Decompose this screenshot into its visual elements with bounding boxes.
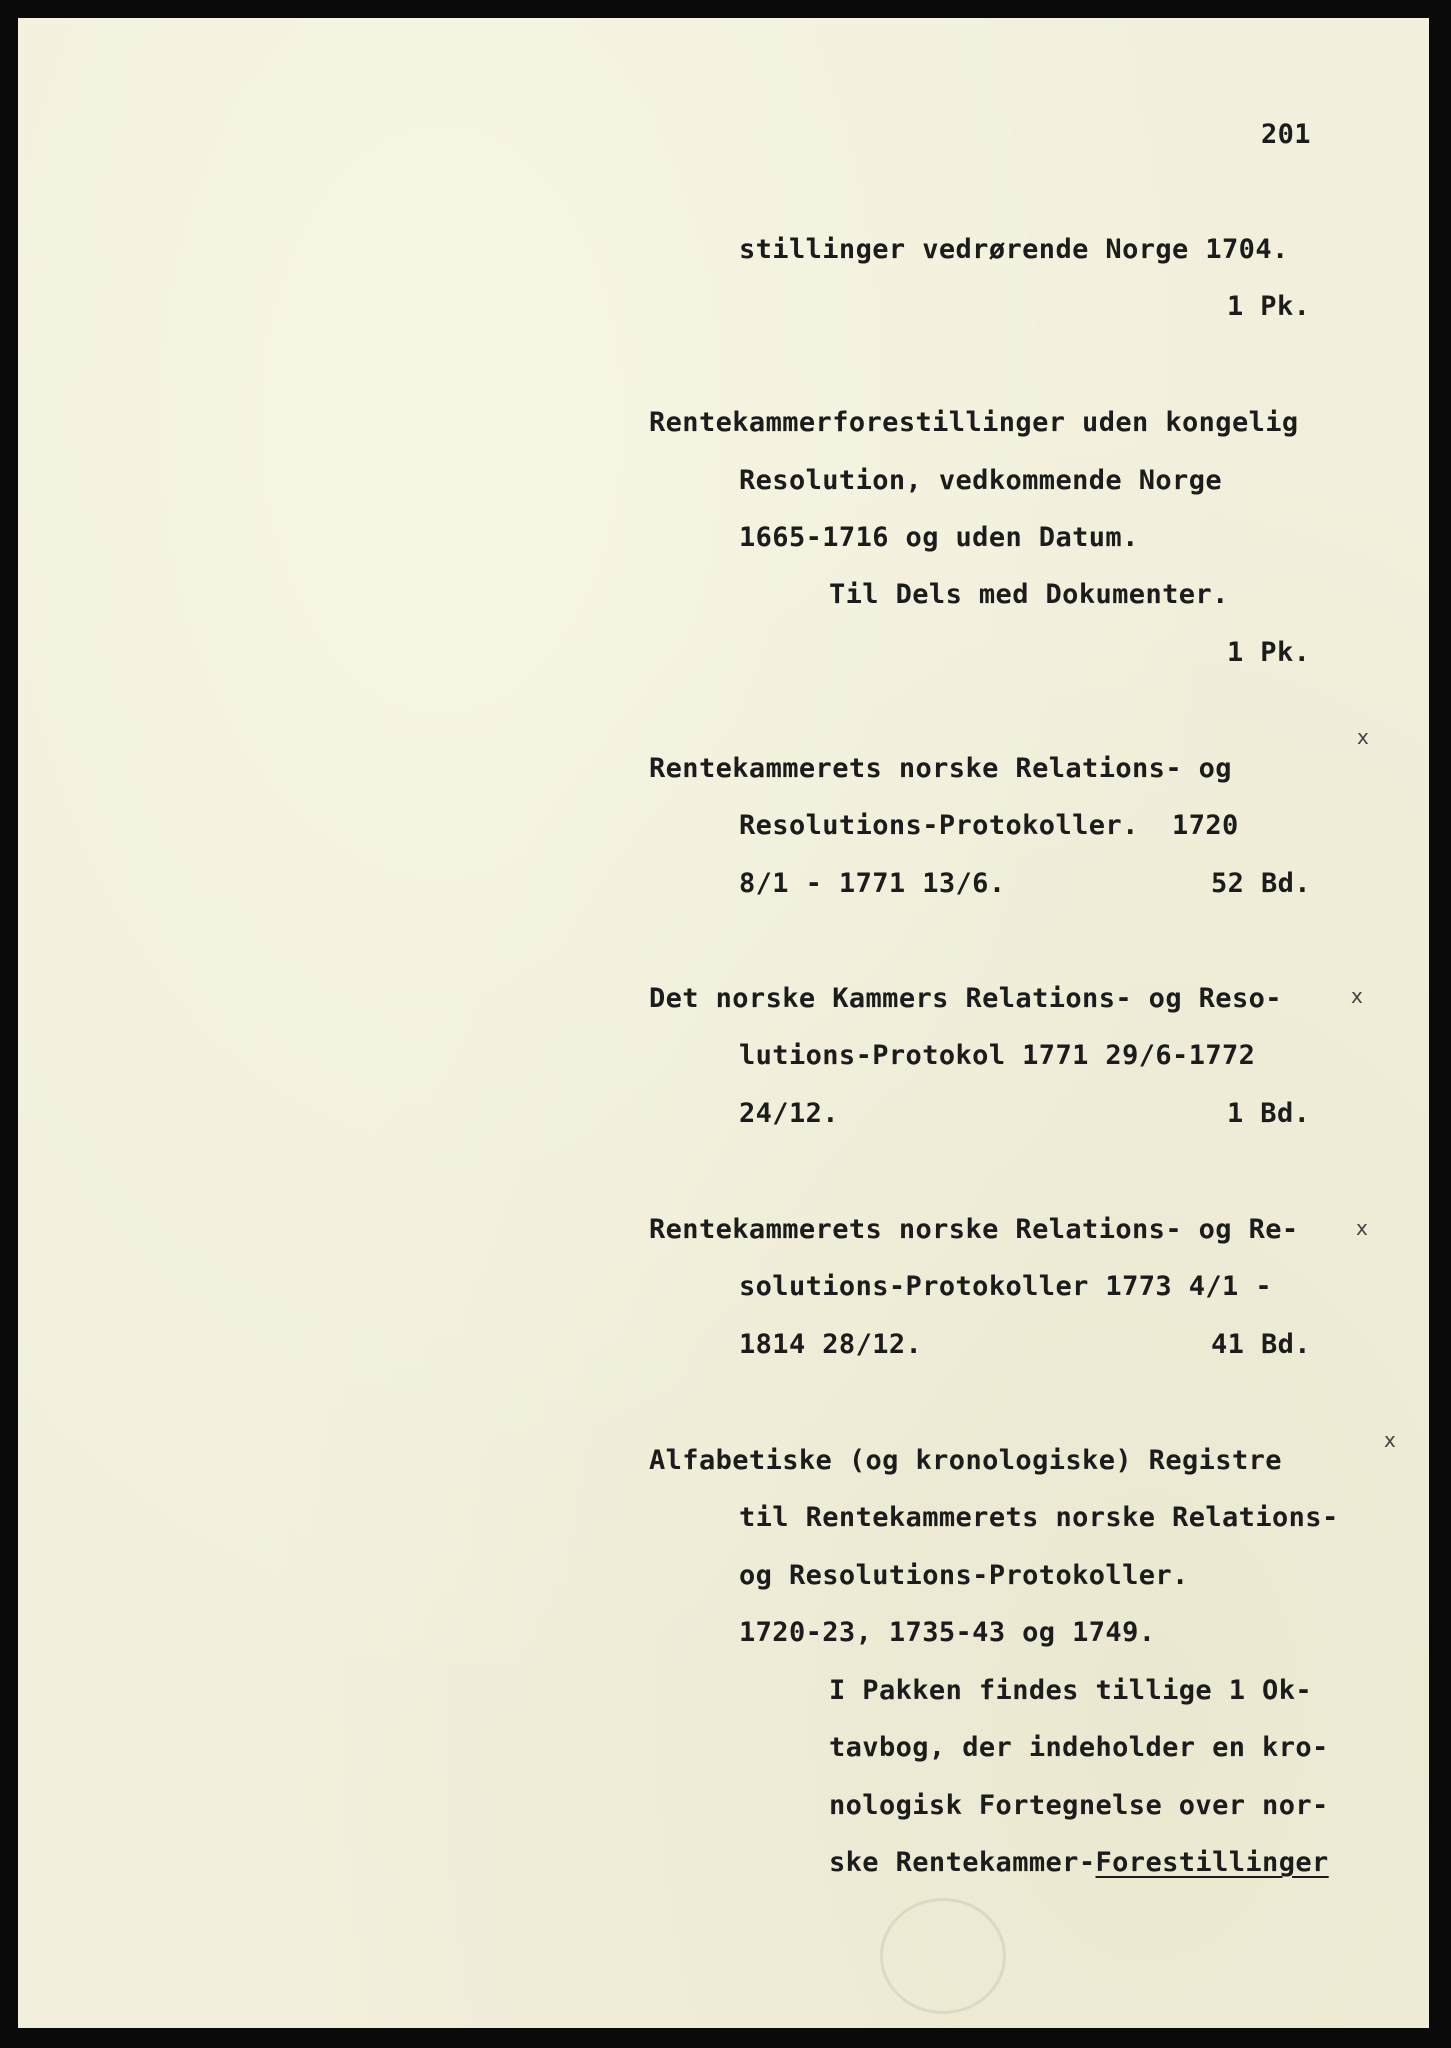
entry-1-line-1: stillinger vedrørende Norge 1704. — [739, 234, 1289, 265]
entry-2-line-3: 1665-1716 og uden Datum. — [739, 522, 1139, 553]
entry-5-line-1: Rentekammerets norske Relations- og Re- — [649, 1214, 1299, 1245]
entry-6-line-8 — [829, 1849, 1329, 1876]
entry-3-line-1: Rentekammerets norske Relations- og — [649, 753, 1232, 784]
entry-4-margin-mark: x — [1351, 984, 1363, 1008]
entry-6-line-2: til Rentekammerets norske Relations- — [739, 1502, 1339, 1533]
entry-2-line-2: Resolution, vedkommende Norge — [739, 465, 1223, 496]
entry-1-count: 1 Pk. — [1227, 291, 1311, 322]
entry-6-line-8-underlined: Forestillinger — [1095, 1847, 1329, 1878]
entry-2-count: 1 Pk. — [1227, 637, 1311, 668]
entry-6-line-4: 1720-23, 1735-43 og 1749. — [739, 1617, 1156, 1648]
entry-4-count: 1 Bd. — [1227, 1098, 1311, 1129]
entry-6-line-8-text: ske Rentekammer- — [829, 1847, 1096, 1878]
entry-3-count: 52 Bd. — [1211, 868, 1311, 899]
entry-5-line-3: 1814 28/12. — [739, 1329, 923, 1360]
entry-5-line-2: solutions-Protokoller 1773 4/1 - — [739, 1271, 1272, 1302]
entry-5-margin-mark: x — [1356, 1216, 1368, 1240]
faint-stamp-bleedthrough — [880, 1898, 1006, 2014]
entry-6-margin-mark: x — [1384, 1428, 1396, 1452]
entry-4-line-3: 24/12. — [739, 1098, 839, 1129]
page-number: 201 — [1261, 119, 1311, 150]
entry-4-line-2: lutions-Protokol 1771 29/6-1772 — [739, 1040, 1256, 1071]
entry-6-line-7: nologisk Fortegnelse over nor- — [829, 1790, 1329, 1821]
entry-3-margin-mark: x — [1357, 725, 1369, 749]
entry-6-line-6: tavbog, der indeholder en kro- — [829, 1732, 1329, 1763]
entry-3-line-2: Resolutions-Protokoller. 1720 — [739, 810, 1239, 841]
document-page — [18, 18, 1429, 2028]
entry-4-line-1: Det norske Kammers Relations- og Reso- — [649, 983, 1282, 1014]
entry-6-line-5: I Pakken findes tillige 1 Ok- — [829, 1675, 1313, 1706]
entry-2-line-4: Til Dels med Dokumenter. — [829, 579, 1229, 610]
entry-3-line-3: 8/1 - 1771 13/6. — [739, 868, 1006, 899]
entry-6-line-3: og Resolutions-Protokoller. — [739, 1560, 1189, 1591]
entry-5-count: 41 Bd. — [1211, 1329, 1311, 1360]
entry-2-line-1: Rentekammerforestillinger uden kongelig — [649, 407, 1299, 438]
entry-6-line-1: Alfabetiske (og kronologiske) Registre — [649, 1445, 1282, 1476]
